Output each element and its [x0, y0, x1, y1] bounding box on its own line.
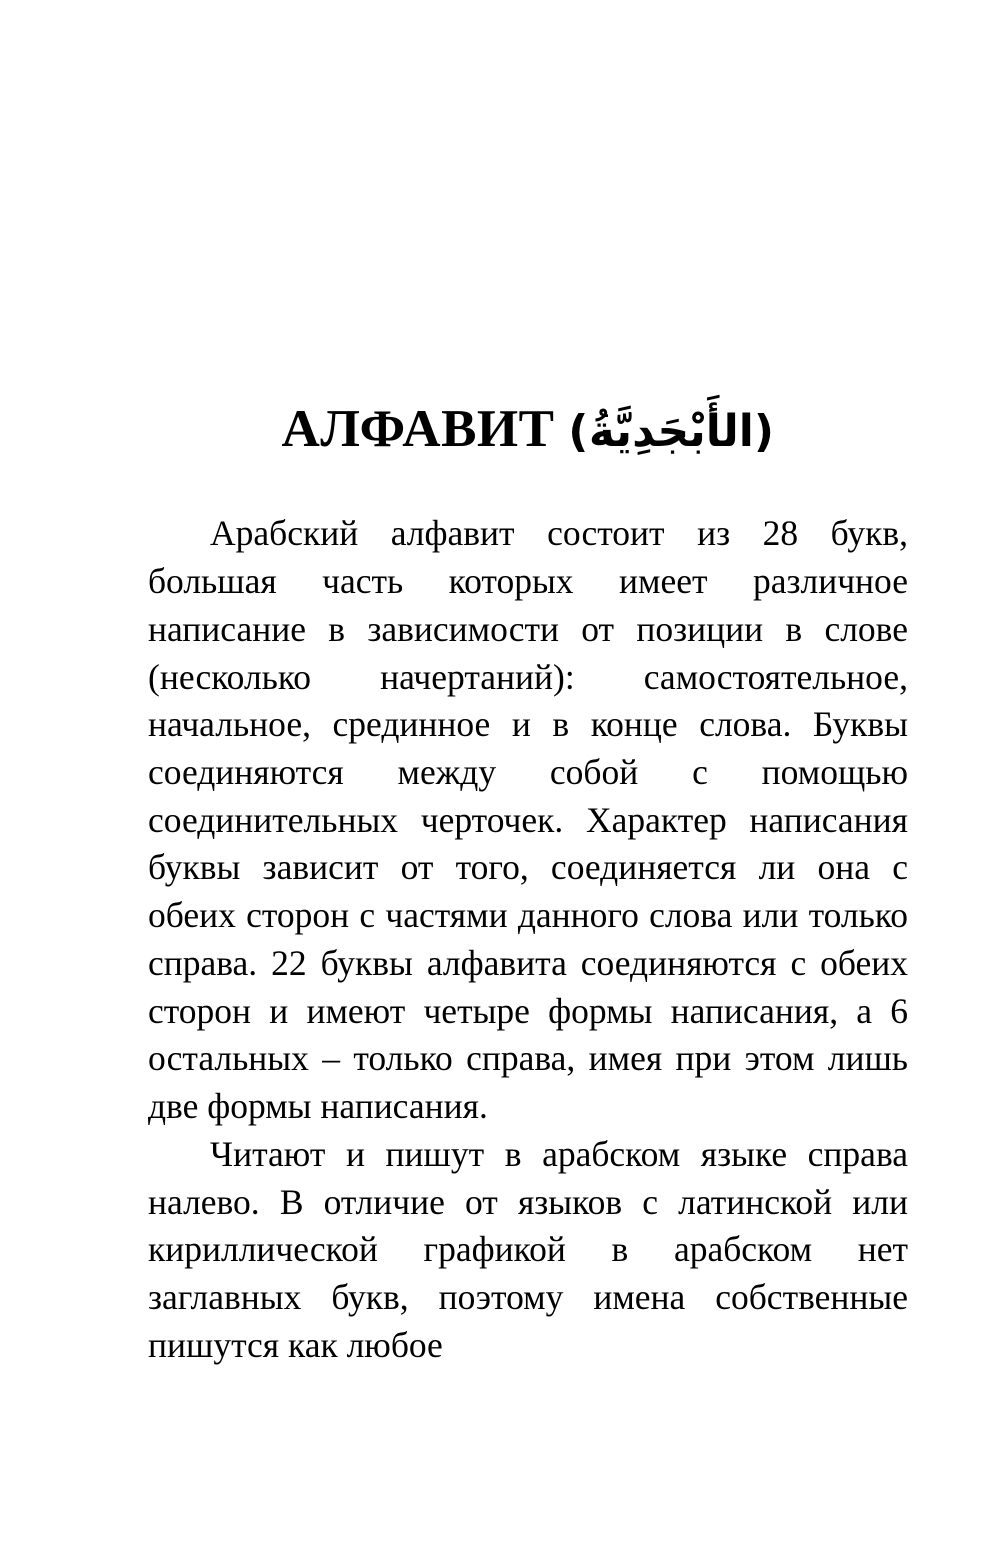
- paragraph-2: Читают и пишут в арабском языке справа налево. В отличие от языков с латинской или кириллической графикой в арабском нет заглавных букв, поэтому имена собственные пишутся как любое: [148, 1133, 908, 1365]
- page-title-russian: АЛФАВИТ: [281, 400, 555, 458]
- page-title: [148, 400, 908, 458]
- page-title-arabic: (الأَبْجَدِيَّةُ): [568, 406, 775, 457]
- paragraph-1: Арабский алфавит состоит из 28 букв, большая часть которых имеет различное написание в зависимости от позиции в слове (несколько начертаний): самостоятельное, начальное, срединное и в конце слова. Буквы соединяются между собой с помощью соединительных черточек. Характер написания буквы зависит от того, соединяется ли она с обеих сторон с частями данного слова или только справа. 22 буквы алфавита соединяются с обеих сторон и имеют четыре формы написания, а 6 остальных – только справа, имея при этом лишь две формы написания.: [148, 513, 908, 1127]
- page-content: [148, 400, 908, 1370]
